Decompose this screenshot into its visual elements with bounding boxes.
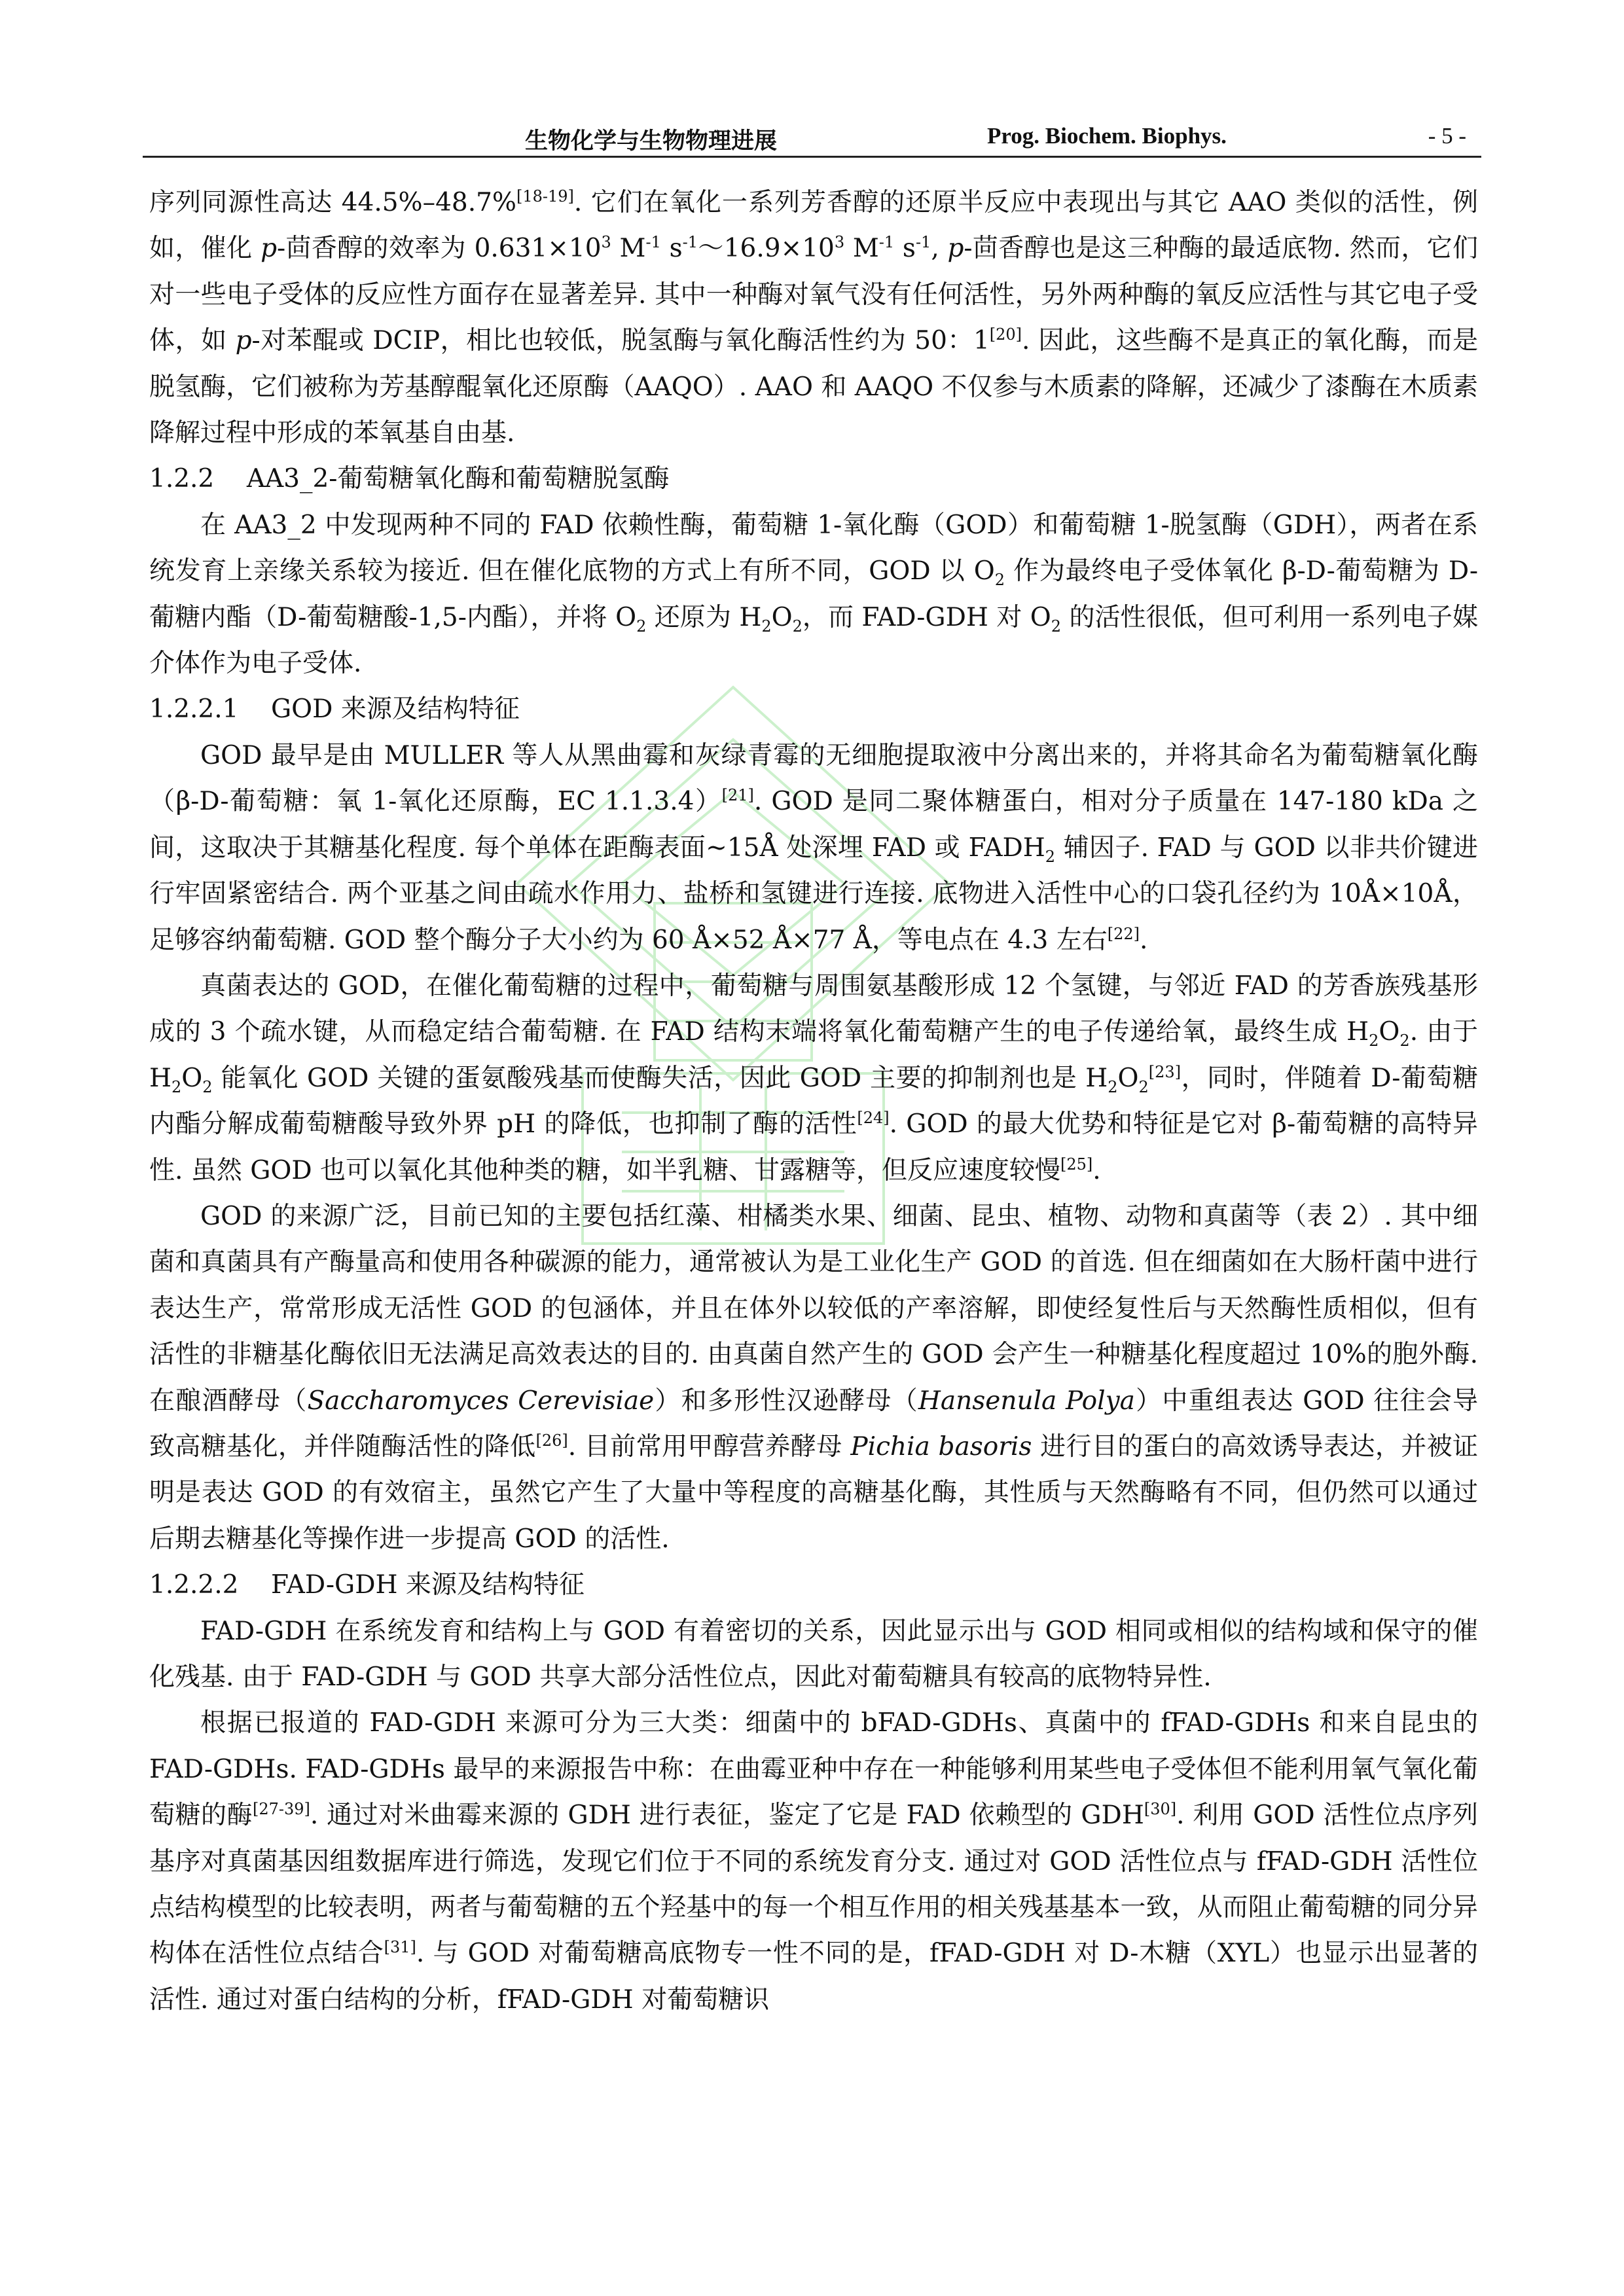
subscript: 2 (1399, 1031, 1410, 1050)
text-run: GOD 最早是由 MULLER 等人从黑曲霉和灰绿青霉的无细胞提取液中分离出来的，并将其命名为葡萄糖氧化酶（β-D-葡萄糖：氧 1-氧化还原酶，EC 1.1.3.4） (149, 740, 1478, 817)
subscript: 2 (1051, 617, 1062, 636)
text-run: O (181, 1063, 203, 1093)
body-text (149, 180, 1478, 2023)
italic-text: p (235, 326, 252, 356)
journal-title-chinese: 生物化学与生物物理进展 (525, 128, 778, 154)
journal-title-english: Prog. Biochem. Biophys. (987, 123, 1227, 149)
text-run: . (1092, 1155, 1101, 1185)
subscript: 2 (1045, 847, 1056, 866)
text-run: . 由于 H (149, 1017, 1478, 1093)
paragraph (149, 1700, 1478, 2023)
citation: [18-19] (516, 187, 574, 206)
paragraph (149, 503, 1478, 687)
citation: [24] (857, 1109, 890, 1128)
subscript: 2 (761, 617, 772, 636)
citation: [30] (1144, 1800, 1177, 1819)
text-run: . GOD 是同二聚体糖蛋白，相对分子质量在 147-180 kDa 之间，这取决于其糖基化程度. 每个单体在距酶表面~15Å 处深埋 FAD 或 FADH (149, 787, 1478, 863)
text-run: O (1117, 1063, 1139, 1093)
text-run: GOD 的来源广泛，目前已知的主要包括红藻、柑橘类水果、细菌、昆虫、植物、动物和真菌等（表 2）. 其中细菌和真菌具有产酶量高和使用各种碳源的能力，通常被认为是工业化生产 GOD 的首选. 但在细菌如在大肠杆菌中进行表达生产，常常形成无活性 GOD 的包涵体，并且在体外以较低的产率溶解，即使经复性后与天然酶性质相似，但有活性的非糖基化酶依旧无法满足高效表达的目的. 由真菌自然产生的 GOD 会产生一种糖基化程度超过 10%的胞外酶. 在酿酒酵母（ (149, 1201, 1478, 1416)
subscript: 2 (171, 1077, 182, 1096)
exponent: -1 (682, 233, 698, 252)
italic-text: p (947, 234, 964, 264)
header-rule (143, 156, 1481, 158)
subscript: 2 (202, 1077, 213, 1096)
text-run: s (660, 234, 683, 264)
text-run: 作为最终电子受体氧化 β-D-葡萄糖为 D-葡糖内酯（D-葡萄糖酸-1,5-内酯），并将 O (149, 556, 1478, 632)
exponent: 3 (601, 233, 611, 252)
text-run: M (844, 234, 879, 264)
species-name: Saccharomyces Cerevisiae (307, 1386, 655, 1416)
text-run: O (1379, 1017, 1400, 1047)
citation: [26] (535, 1431, 568, 1450)
text-run: . (1140, 925, 1148, 955)
citation: [31] (384, 1938, 416, 1957)
section-heading-1-2-2-2: 1.2.2.2 FAD-GDH 来源及结构特征 (149, 1570, 585, 1600)
text-run: , (931, 234, 948, 264)
running-header (144, 117, 1479, 156)
text-run: . GOD 的最大优势和特征是它对 β-葡萄糖的高特异性. 虽然 GOD 也可以氧化其他种类的糖，如半乳糖、甘露糖等，但反应速度较慢 (149, 1109, 1478, 1185)
text-run: . 通过对米曲霉来源的 GDH 进行表征，鉴定了它是 FAD 依赖型的 GDH (310, 1801, 1144, 1831)
text-run: ）和多形性汉逊酵母（ (654, 1386, 918, 1416)
text-run: 还原为 H (646, 602, 762, 632)
text-run: . 与 GOD 对葡萄糖高底物专一性不同的是，fFAD-GDH 对 D-木糖（XYL）也显示出显著的活性. 通过对蛋白结构的分析，fFAD-GDH 对葡萄糖识 (149, 1939, 1478, 2015)
text-run: 的活性很低，但可利用一系列电子媒介体作为电子受体. (149, 602, 1478, 679)
text-run: O (771, 602, 793, 632)
citation: [25] (1060, 1155, 1093, 1174)
paragraph (149, 733, 1478, 963)
paragraph (149, 963, 1478, 1194)
section-heading-1-2-2: 1.2.2 AA3_2-葡萄糖氧化酶和葡萄糖脱氢酶 (149, 464, 670, 494)
subscript: 2 (1138, 1077, 1149, 1096)
text-run: 根据已报道的 FAD-GDH 来源可分为三大类：细菌中的 bFAD-GDHs、真菌中的 fFAD-GDHs 和来自昆虫的 FAD-GDHs. FAD-GDHs 最早的来源报告中称：在曲霉亚种中存在一种能够利用某些电子受体但不能利用氧气氧化葡萄糖的酶 (149, 1708, 1478, 1831)
text-run: -茴香醇的效率为 0.631×10 (277, 234, 602, 264)
exponent: 3 (834, 233, 845, 252)
citation: [23] (1148, 1062, 1182, 1081)
subscript: 2 (1369, 1031, 1379, 1050)
citation: [22] (1107, 924, 1140, 943)
text-run: 序列同源性高达 44.5%–48.7% (149, 188, 516, 217)
exponent: -1 (915, 233, 931, 252)
citation: [20] (989, 325, 1022, 344)
subscript: 2 (1108, 1077, 1118, 1096)
text-run: M (611, 234, 646, 264)
text-run: -对苯醌或 DCIP，相比也较低，脱氢酶与氧化酶活性约为 50：1 (251, 326, 990, 356)
citation: [21] (721, 786, 754, 805)
subscript: 2 (994, 571, 1005, 590)
paragraph: FAD-GDH 在系统发育和结构上与 GOD 有着密切的关系，因此显示出与 GOD 相同或相似的结构域和保守的催化残基. 由于 FAD-GDH 与 GOD 共享大部分活性位点，因此对葡萄糖具有较高的底物特异性. (149, 1616, 1478, 1692)
text-run: . 目前常用甲醇营养酵母 (568, 1431, 851, 1462)
subscript: 2 (792, 617, 803, 636)
paragraph (149, 180, 1478, 456)
italic-text: p (261, 234, 278, 264)
exponent: -1 (645, 233, 661, 252)
text-run: 能氧化 GOD 关键的蛋氨酸残基而使酶失活，因此 GOD 主要的抑制剂也是 H (212, 1063, 1108, 1093)
text-run: ～16.9×10 (698, 234, 835, 264)
text-run: . 因此，这些酶不是真正的氧化酶，而是脱氢酶，它们被称为芳基醇醌氧化还原酶（AAQO）. AAO 和 AAQO 不仅参与木质素的降解，还减少了漆酶在木质素降解过程中形成的苯氧基自由基. (149, 326, 1478, 448)
citation: [27-39] (252, 1800, 310, 1819)
text-run: 进行目的蛋白的高效诱导表达，并被证明是表达 GOD 的有效宿主，虽然它产生了大量中等程度的高糖基化酶，其性质与天然酶略有不同，但仍然可以通过后期去糖基化等操作进一步提高 GOD 的活性. (149, 1431, 1478, 1554)
text-run: ，而 FAD-GDH 对 O (802, 602, 1051, 632)
text-run: 辅因子. FAD 与 GOD 以非共价键进行牢固紧密结合. 两个亚基之间由疏水作用力、盐桥和氢键进行连接. 底物进入活性中心的口袋孔径约为 10Å×10Å，足够容纳葡萄糖. GOD 整个酶分子大小约为 60 Å×52 Å×77 Å，等电点在 4.3 左右 (149, 833, 1478, 955)
text-run: . 利用 GOD 活性位点序列基序对真菌基因组数据库进行筛选，发现它们位于不同的系统发育分支. 通过对 GOD 活性位点与 fFAD-GDH 活性位点结构模型的比较表明，两者与葡萄糖的五个羟基中的每一个相互作用的相关残基基本一致，从而阻止葡萄糖的同分异构体在活性位点结合 (149, 1801, 1478, 1969)
species-name: Hansenula Polya (918, 1386, 1135, 1416)
text-run: s (894, 234, 916, 264)
page-number: - 5 - (1428, 123, 1466, 149)
species-name: Pichia basoris (850, 1431, 1032, 1462)
section-heading-1-2-2-1: 1.2.2.1 GOD 来源及结构特征 (149, 694, 520, 725)
subscript: 2 (636, 617, 647, 636)
text-run: -茴香醇也是这三种酶的最适底物. 然而，它们对一些电子受体的反应性方面存在显著差异. 其中一种酶对氧气没有任何活性，另外两种酶的氧反应活性与其它电子受体，如 (149, 234, 1479, 356)
text-run: . 它们在氧化一系列芳香醇的还原半反应中表现出与其它 AAO 类似的活性，例如，催化 (149, 188, 1478, 264)
text-run: 真菌表达的 GOD，在催化葡萄糖的过程中，葡萄糖与周围氨基酸形成 12 个氢键，与邻近 FAD 的芳香族残基形成的 3 个疏水键，从而稳定结合葡萄糖. 在 FAD 结构末端将氧化葡萄糖产生的电子传递给氧，最终生成 H (149, 971, 1478, 1047)
paragraph (149, 1194, 1478, 1562)
text-run: 在 AA3_2 中发现两种不同的 FAD 依赖性酶，葡萄糖 1-氧化酶（GOD）和葡萄糖 1-脱氢酶（GDH），两者在系统发育上亲缘关系较为接近. 但在催化底物的方式上有所不同，GOD 以 O (149, 510, 1478, 586)
text-run: ，同时，伴随着 D-葡萄糖内酯分解成葡萄糖酸导致外界 pH 的降低，也抑制了酶的活性 (149, 1063, 1478, 1139)
text-run: ）中重组表达 GOD 往往会导致高糖基化，并伴随酶活性的降低 (149, 1386, 1478, 1462)
exponent: -1 (878, 233, 895, 252)
